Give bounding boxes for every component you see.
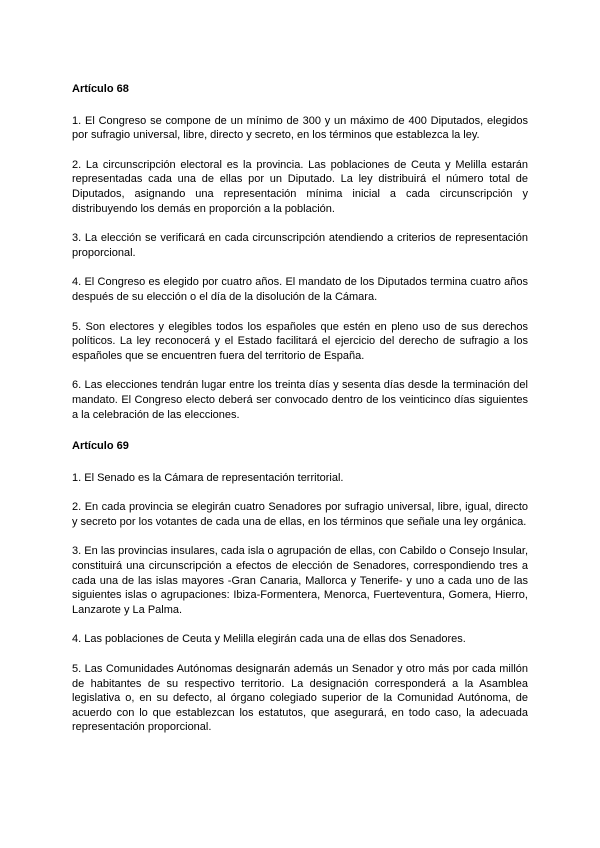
article-paragraph: 5. Son electores y elegibles todos los españoles que estén en pleno uso de sus derechos políticos. La ley reconocerá y el Estado facilitará el ejercicio del derecho de sufragio a los españoles que se encuentren fuera del territorio de España. [72,320,528,362]
article-paragraph: 4. Las poblaciones de Ceuta y Melilla elegirán cada una de ellas dos Senadores. [72,633,466,646]
article-paragraph: 6. Las elecciones tendrán lugar entre los treinta días y sesenta días desde la terminación del mandato. El Congreso electo deberá ser convocado dentro de los veinticinco días siguientes a la celebración de las elecciones. [72,379,528,421]
article-paragraph: 2. En cada provincia se elegirán cuatro Senadores por sufragio universal, libre, igual, directo y secreto por los votantes de cada una de ellas, en los términos que señale una ley orgánica. [72,501,528,528]
article-69 [72,439,528,735]
article-heading: Artículo 68 [72,83,129,95]
article-paragraph: 5. Las Comunidades Autónomas designarán además un Senador y otro más por cada millón de habitantes de su respectivo territorio. La designación corresponderá a la Asamblea legislativa o, en su defecto, al órgano colegiado superior de la Comunidad Autónoma, de acuerdo con lo que establezcan los estatutos, que asegurará, en todo caso, la adecuada representación proporcional. [72,663,528,734]
article-68 [72,82,528,422]
article-paragraph: 3. La elección se verificará en cada circunscripción atendiendo a criterios de representación proporcional. [72,232,528,259]
article-paragraph: 1. El Congreso se compone de un mínimo de 300 y un máximo de 400 Diputados, elegidos por sufragio universal, libre, directo y secreto, en los términos que establezca la ley. [72,114,528,142]
document-page [72,82,528,750]
article-paragraph: 2. La circunscripción electoral es la provincia. Las poblaciones de Ceuta y Melilla estarán representadas cada una de ellas por un Diputado. La ley distribuirá el número total de Diputados, asignando una representación mínima inicial a cada circunscripción y distribuyendo los demás en proporción a la población. [72,158,528,215]
article-paragraph: 4. El Congreso es elegido por cuatro años. El mandato de los Diputados termina cuatro años después de su elección o el día de la disolución de la Cámara. [72,276,528,303]
article-paragraph: 1. El Senado es la Cámara de representación territorial. [72,471,344,484]
article-heading: Artículo 69 [72,440,129,453]
article-paragraph: 3. En las provincias insulares, cada isla o agrupación de ellas, con Cabildo o Consejo Insular, constituirá una circunscripción a efectos de elección de Senadores, correspondiendo tres a cada una de las islas mayores -Gran Canaria, Mallorca y Tenerife- y uno a cada uno de las siguientes islas o agrupaciones: Ibiza-Formentera, Menorca, Fuerteventura, Gomera, Hierro, Lanzarote y La Palma. [72,545,528,616]
